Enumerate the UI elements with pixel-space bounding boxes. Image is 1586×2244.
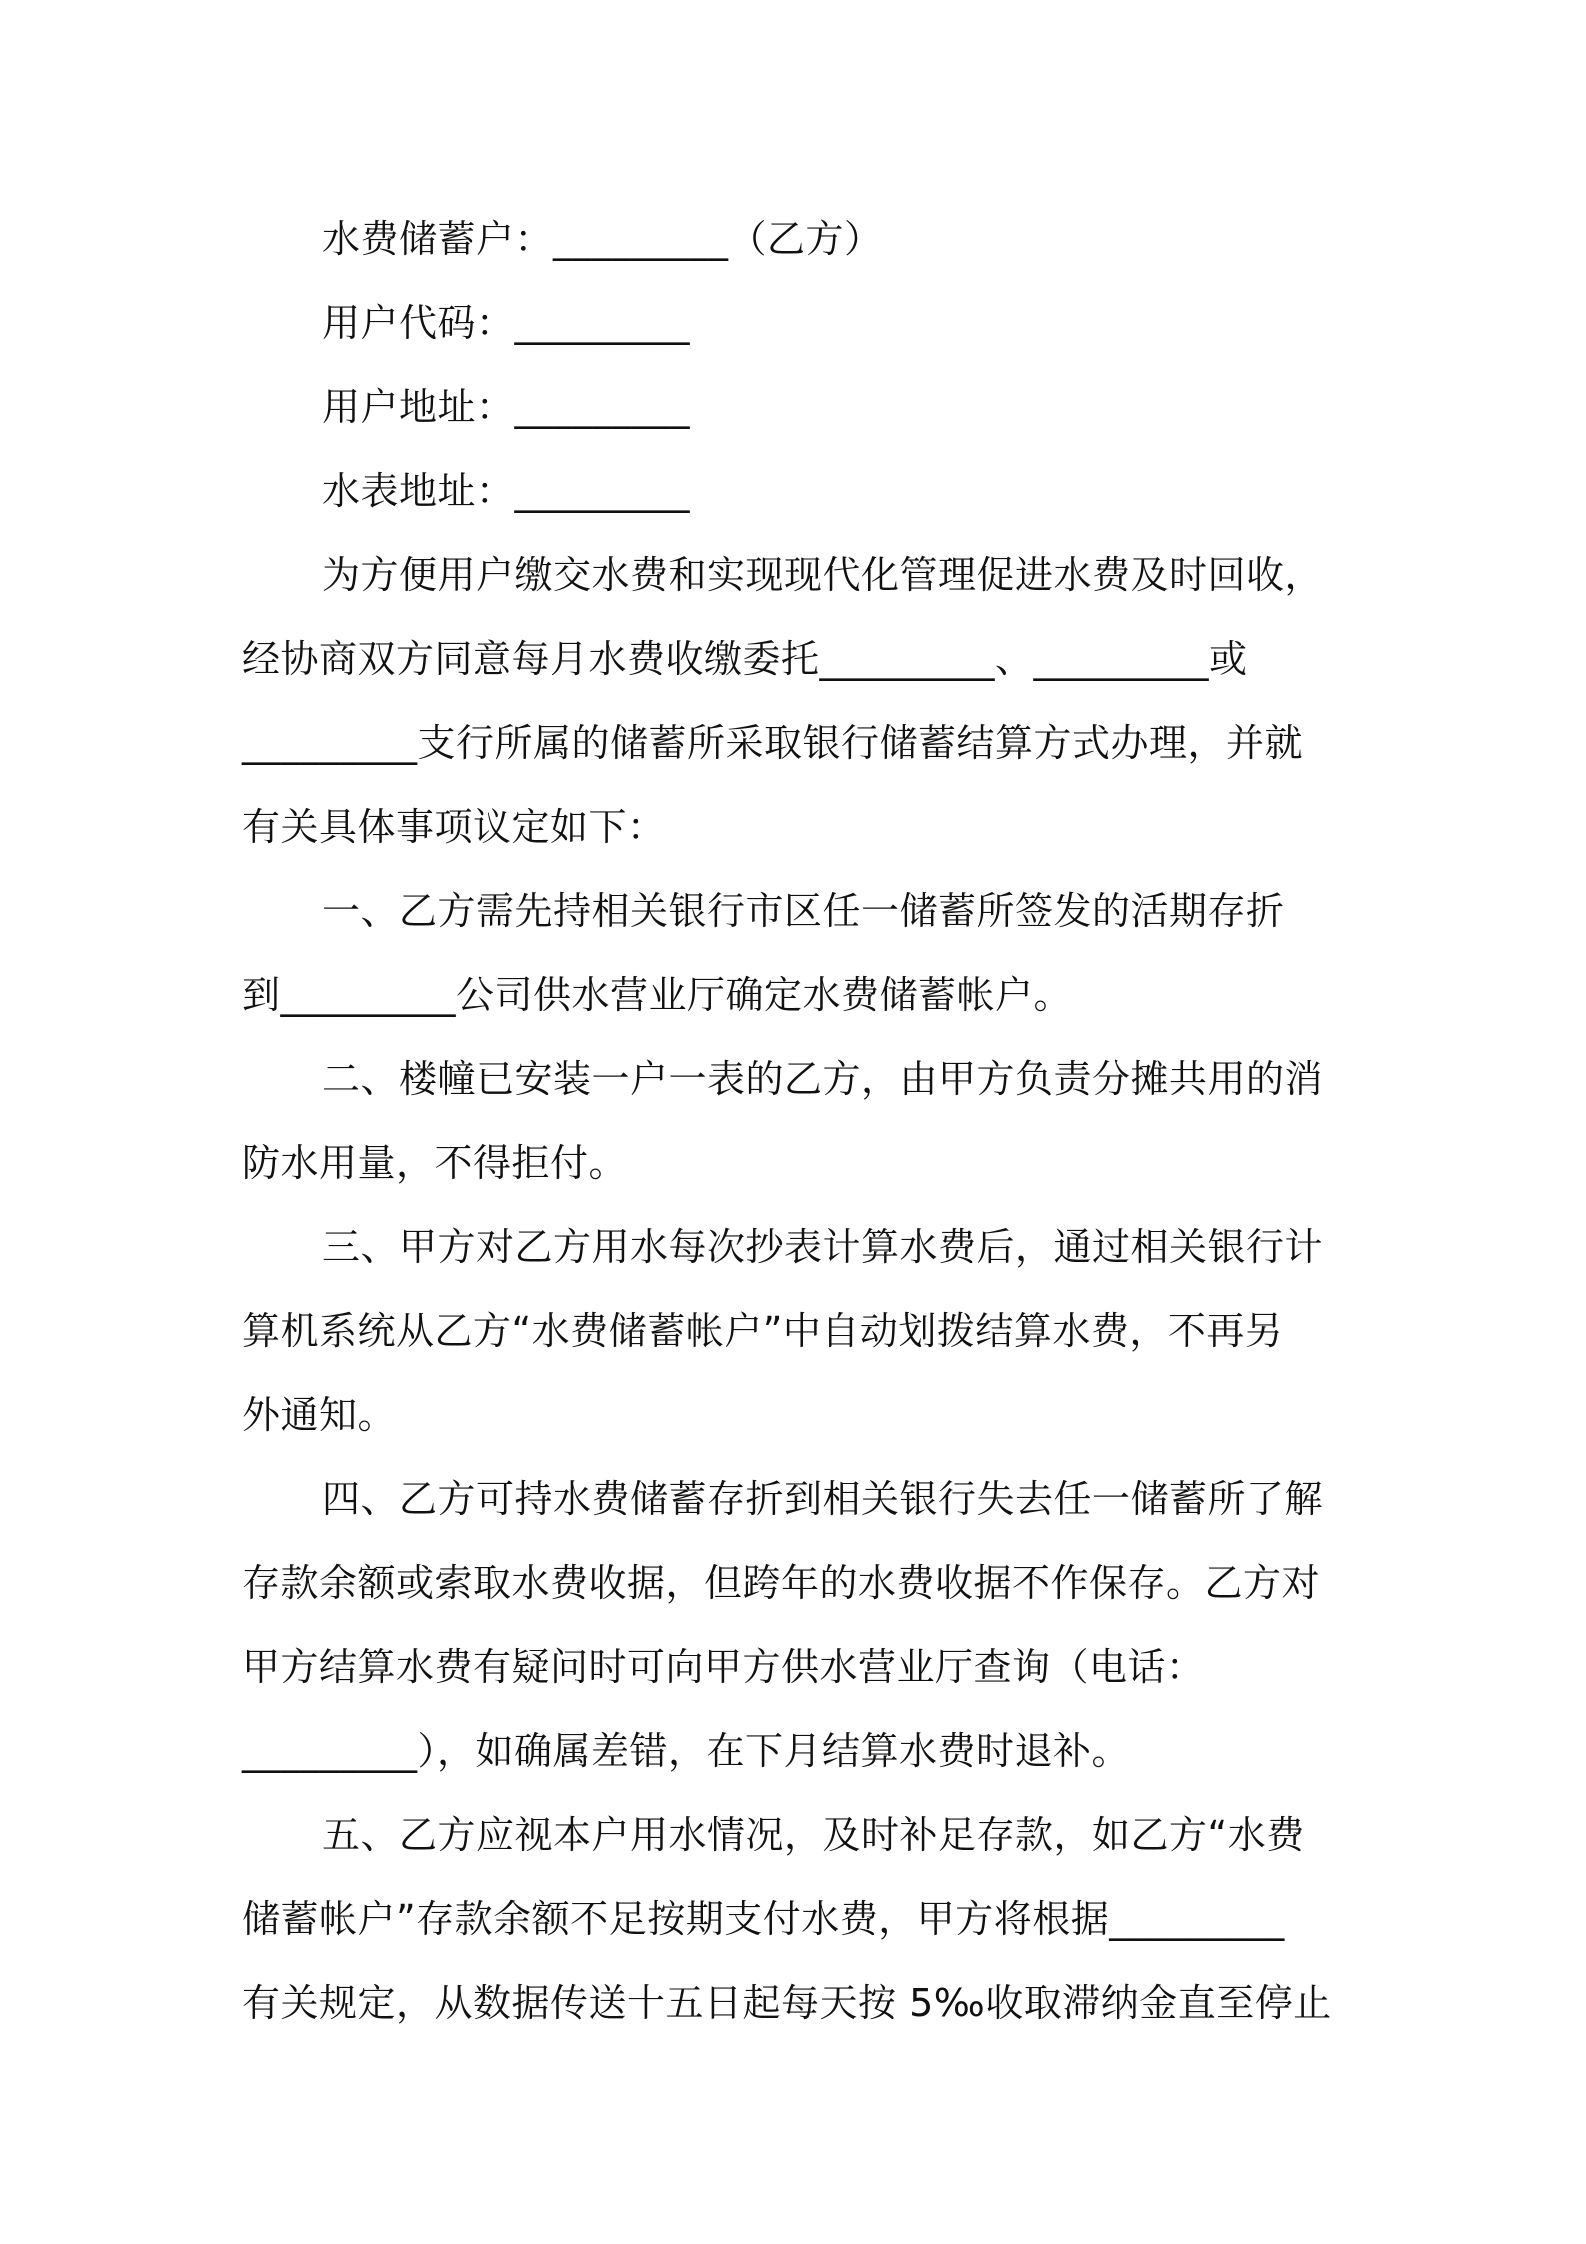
paragraph-intro: 为方便用户缴交水费和实现现代化管理促进水费及时回收， 经协商双方同意每月水费收缴委托_________、_________或 _________支行所属的储蓄所采取银行储蓄结算方式办理，并就 有关具体事项议定如下： (242, 553, 1324, 849)
paragraph-clause-2: 二、楼幢已安装一户一表的乙方，由甲方负责分摊共用的消 防水用量，不得拒付。 (242, 1057, 1324, 1185)
document-body (242, 197, 1354, 2045)
field-user-code: 用户代码：_________ (322, 301, 691, 345)
field-user-address: 用户地址：_________ (322, 385, 691, 429)
paragraph-clause-5: 五、乙方应视本户用水情况，及时补足存款，如乙方“水费 储蓄帐户”存款余额不足按期支付水费，甲方将根据_________ 有关规定，从数据传送十五日起每天按 5‰收取滞纳金直至停止 (242, 1813, 1332, 2025)
field-depositor: 水费储蓄户：_________（乙方） (322, 217, 883, 261)
paragraph-clause-3: 三、甲方对乙方用水每次抄表计算水费后，通过相关银行计 算机系统从乙方“水费储蓄帐户”中自动划拨结算水费，不再另 外通知。 (242, 1225, 1324, 1437)
paragraph-clause-4: 四、乙方可持水费储蓄存折到相关银行失去任一储蓄所了解 存款余额或索取水费收据，但跨年的水费收据不作保存。乙方对 甲方结算水费有疑问时可向甲方供水营业厅查询（电话： _________），如确属差错，在下月结算水费时退补。 (242, 1477, 1324, 1773)
paragraph-clause-1: 一、乙方需先持相关银行市区任一储蓄所签发的活期存折 到_________公司供水营业厅确定水费储蓄帐户。 (242, 889, 1285, 1017)
field-meter-address: 水表地址：_________ (322, 469, 691, 513)
